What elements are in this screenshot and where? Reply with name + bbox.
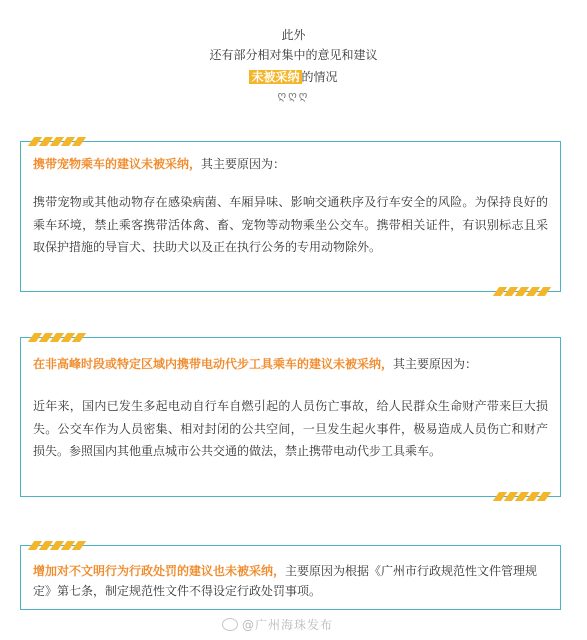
card-body: 携带宠物或其他动物存在感染病菌、车厢异味、影响交通秩序及行车安全的风险。为保持良好的乘车环境，禁止乘客携带活体禽、畜、宠物等动物乘坐公交车。携带相关证件，有识别标志且采取保护措施的导盲犬、扶助犬以及正在执行公务的专用动物除外。: [33, 195, 548, 255]
stripe-decoration-top: [31, 137, 83, 146]
smile-emoji-icons: ღღღ: [277, 89, 310, 102]
stripe-decoration-bottom: [496, 287, 548, 296]
card-pets: [20, 141, 561, 292]
stripe-decoration-top: [31, 541, 83, 550]
highlight-tag: 未被采纳: [251, 70, 300, 84]
card-title: 增加对不文明行为行政处罚的建议也未被采纳，主要原因为根据《广州市行政规范性文件管理规定》第七条，制定规范性文件不得设定行政处罚事项。: [33, 564, 538, 598]
intro-line-2: 还有部分相对集中的意见和建议: [209, 48, 378, 62]
card-title: 在非高峰时段或特定区域内携带电动代步工具乘车的建议未被采纳，其主要原因为：: [33, 357, 478, 371]
intro-line-3: [0, 68, 587, 85]
stripe-decoration-top: [31, 333, 83, 342]
card-e-mobility: [20, 337, 561, 497]
intro-line-1: 此外: [281, 28, 306, 42]
stripe-decoration-bottom: [496, 492, 548, 501]
weibo-icon: [222, 618, 238, 631]
intro-line-3-rest: 的情况: [301, 70, 338, 84]
card-body: 近年来，国内已发生多起电动自行车自燃引起的人员伤亡事故，给人民群众生命财产带来巨大损失。公交车作为人员密集、相对封闭的公共空间，一旦发生起火事件，极易造成人员伤亡和财产损失。参照国内其他重点城市公共交通的做法，禁止携带电动代步工具乘车。: [33, 399, 548, 459]
card-penalty: [20, 545, 561, 610]
watermark: [222, 616, 333, 633]
card-title: 携带宠物乘车的建议未被采纳，其主要原因为：: [33, 157, 286, 171]
watermark-text: @广州海珠发布: [242, 618, 334, 632]
